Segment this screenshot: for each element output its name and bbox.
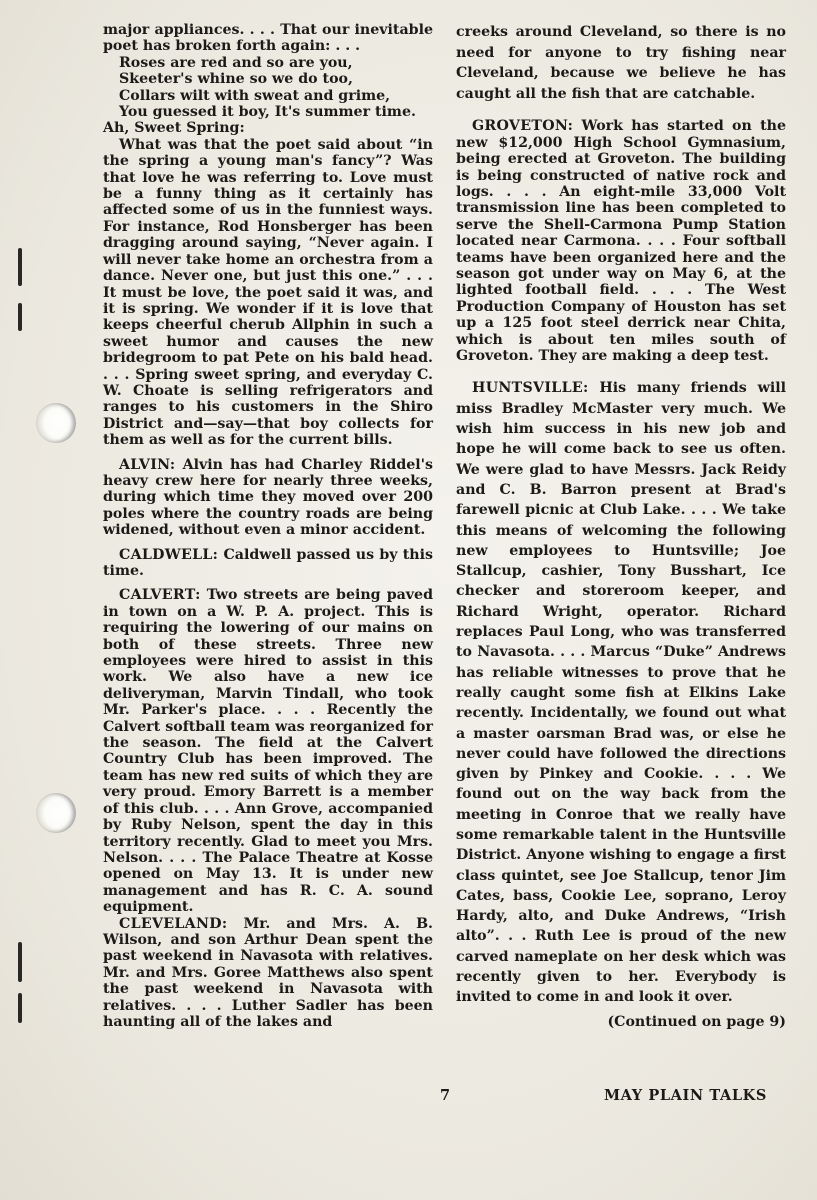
huntsville-text: His many friends will miss Bradley McMaster very much. We wish him success in his new job and hope he will come back to see us often. We were glad to have Messrs. Jack Reidy and C. B. Barron present at Brad's farewell picnic at Club Lake. . . . We take this means of welcoming the following new employees to Huntsville; Joe Stallcup, cashier, Tony Busshart, Ice checker and storeroom keeper, and Richard Wright, operator. Richard replaces Paul Long, who was transferred to Navasota. . . . Marcus “Duke” Andrews has reliable witnesses to prove that he really caught some fish at Elkins Lake recently. Incidentally, we found out what a master oarsman Brad was, or else he never could have followed the directions given by Pinkey and Cookie. . . . We found out on the way back from the meeting in Conroe that we really have some remarkable talent in the Huntsville District. Anyone wishing to engage a first class quintet, see Joe Stallcup, tenor Jim Cates, bass, Cookie Lee, soprano, Leroy Hardy, alto, and Duke Andrews, “Irish alto”. . . Ruth Lee is proud of the new carved nameplate on her desk which was recently given to her. Everybody is invited to come in and look it over.	[456, 380, 786, 1006]
publication-title: MAY PLAIN TALKS	[604, 1087, 767, 1104]
cleveland-section	[103, 916, 433, 1031]
poem-line: Skeeter's whine so we do too,	[119, 71, 353, 88]
cleveland-heading: CLEVELAND:	[119, 915, 228, 932]
binder-hole	[36, 793, 76, 833]
caldwell-heading: CALDWELL:	[119, 546, 219, 563]
huntsville-section	[456, 378, 786, 1007]
alvin-heading: ALVIN:	[119, 456, 176, 473]
poem	[103, 55, 433, 121]
poem-line: You guessed it boy, It's summer time.	[119, 104, 416, 121]
cleveland-continued: creeks around Cleveland, so there is no need for anyone to try fishing near Cleveland, because we believe he has caught all the fish that are catchable.	[456, 24, 786, 102]
continued-note: (Continued on page 9)	[607, 1013, 786, 1030]
alvin-text: Alvin has had Charley Riddel's heavy crew here for nearly three weeks, during which time they moved over 200 poles where the country roads are being widened, without even a minor accident.	[103, 456, 433, 539]
spring-heading: Ah, Sweet Spring:	[103, 120, 245, 137]
margin-mark	[18, 303, 22, 331]
margin-mark	[18, 942, 22, 982]
cleveland-text: Mr. and Mrs. A. B. Wilson, and son Arthur Dean spent the past weekend in Navasota with relatives. Mr. and Mrs. Goree Matthews also spent the past weekend in Navasota with relatives. . . . Luther Sadler has been haunting all of the lakes and	[103, 915, 433, 1030]
binder-hole	[36, 403, 76, 443]
poem-line: Roses are red and so are you,	[119, 54, 353, 71]
page-number: 7	[440, 1087, 451, 1104]
left-column	[103, 22, 433, 1038]
calvert-text: Two streets are being paved in town on a W. P. A. project. This is requiring the lowering of our mains on both of these streets. Three new employees were hired to assist in this work. We also have a new ice deliveryman, Marvin Tindall, who took Mr. Parker's place. . . . Recently the Calvert softball team was reorganized for the season. The field at the Calvert Country Club has been improved. The team has new red suits of which they are very proud. Emory Barrett is a member of this club. . . . Ann Grove, accompanied by Ruby Nelson, spent the day in this territory recently. Glad to meet you Mrs. Nelson. . . . The Palace Theatre at Kosse opened on May 13. It is under new management and has R. C. A. sound equipment.	[103, 587, 433, 916]
groveton-section	[456, 118, 786, 364]
poem-line: Collars wilt with sweat and grime,	[119, 87, 391, 104]
spring-paragraph: What was that the poet said about “in the spring a young man's fancy”? Was that love he was referring to. Love must be a funny thing as it certainly has affected some of us in the funniest ways. For instance, Rod Honsberger has been dragging around saying, “Never again. I will never take home an orchestra from a dance. Never one, but just this one.” . . . It must be love, the poet said it was, and it is spring. We wonder if it is love that keeps cheerful cherub Allphin in such a sweet humor and causes the new bridegroom to pat Pete on his bald head. . . . Spring sweet spring, and everyday C. W. Choate is selling refrigerators and ranges to his customers in the Shiro District and—say—that boy collects for them as well as for the current bills.	[103, 136, 433, 449]
groveton-heading: GROVETON:	[472, 118, 574, 135]
margin-mark	[18, 993, 22, 1023]
alvin-section	[103, 457, 433, 539]
huntsville-heading: HUNTSVILLE:	[472, 380, 589, 397]
intro-paragraph: major appliances. . . . That our inevitable poet has broken forth again: . . .	[103, 22, 433, 55]
right-column	[456, 22, 786, 1030]
calvert-section	[103, 587, 433, 915]
caldwell-text: Caldwell passed us by this time.	[103, 546, 433, 579]
calvert-heading: CALVERT:	[119, 587, 201, 604]
margin-mark	[18, 248, 22, 286]
groveton-text: Work has started on the new $12,000 High School Gymnasium, being erected at Groveton. The building is being constructed of native rock and logs. . . . An eight-mile 33,000 Volt transmission line has been completed to serve the Shell-Carmona Pump Station located near Carmona. . . . Four softball teams have been organized here and the season got under way on May 6, at the lighted football field. . . . The West Production Company of Houston has set up a 125 foot steel derrick near Chita, which is about ten miles south of Groveton. They are making a deep test.	[456, 118, 786, 365]
caldwell-section	[103, 547, 433, 580]
